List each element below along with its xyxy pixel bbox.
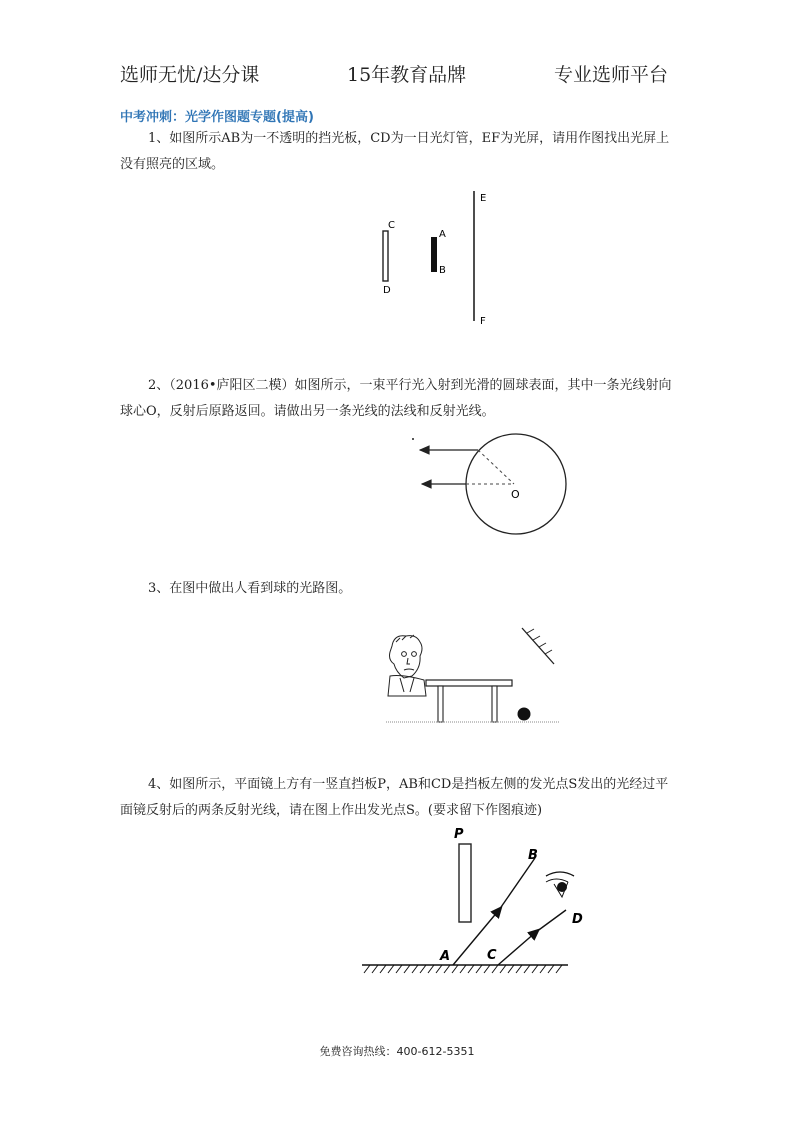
question-1-text: 1、如图所示AB为一不透明的挡光板，CD为一日光灯管，EF为光屏，请用作图找出光屏上没有照亮的区域。 (120, 131, 670, 172)
header-brand: 选师无忧/达分课 (120, 64, 260, 86)
header-slogan: 15年教育品牌 (347, 64, 467, 86)
question-2-text: 2、（2016•庐阳区二模）如图所示，一束平行光入射到光滑的圆球表面，其中一条光线射向球心O，反射后原路返回。请做出另一条光线的法线和反射光线。 (120, 378, 672, 419)
reflected-ray-cd-lower (498, 932, 536, 965)
dashed-radius (478, 450, 514, 484)
page-header (0, 60, 794, 90)
header-platform: 专业选师平台 (554, 64, 669, 86)
table-top (426, 680, 512, 686)
plane-mirror (522, 628, 554, 664)
question-4 (120, 772, 680, 824)
question-2 (120, 373, 680, 425)
label-b: B (528, 848, 538, 863)
person-figure (388, 635, 426, 696)
label-a: A (439, 229, 446, 240)
label-c: C (487, 948, 497, 963)
table-leg-right (492, 686, 497, 722)
vertical-baffle-p (459, 844, 471, 922)
label-o: O (511, 488, 520, 501)
figure-3-person-ball-mirror (384, 620, 564, 730)
question-4-text: 4、如图所示，平面镜上方有一竖直挡板P，AB和CD是挡板左侧的发光点S发出的光经过平面镜反射后的两条反射光线，请在图上作出发光点S。(要求留下作图痕迹) (120, 777, 669, 818)
opaque-board-ab (431, 237, 437, 272)
label-c: C (388, 220, 395, 231)
doc-title: 中考冲刺：光学作图题专题(提高) (120, 110, 314, 125)
figure-4-mirror-reflection (356, 822, 583, 982)
plane-mirror-surface (362, 965, 568, 973)
label-b: B (439, 265, 446, 276)
question-3 (120, 576, 680, 602)
figure-2-sphere-reflection (410, 426, 590, 536)
ball (518, 708, 531, 721)
eye-icon (546, 872, 574, 897)
label-p: P (454, 827, 464, 842)
reflected-ray-ab-upper (499, 858, 535, 910)
question-3-text: 3、在图中做出人看到球的光路图。 (148, 581, 352, 596)
label-e: E (480, 193, 487, 204)
figure-1-light-screen (374, 186, 504, 334)
label-a: A (440, 949, 451, 964)
dot-mark (412, 438, 414, 440)
reflected-ray-cd-upper (536, 910, 566, 932)
table-leg-left (438, 686, 443, 722)
label-d: D (383, 285, 391, 296)
label-f: F (480, 316, 486, 327)
question-1 (120, 126, 680, 178)
page-footer: 免费咨询热线：400-612-5351 (319, 1045, 475, 1058)
label-d: D (572, 912, 583, 927)
fluorescent-tube-cd (383, 231, 388, 281)
